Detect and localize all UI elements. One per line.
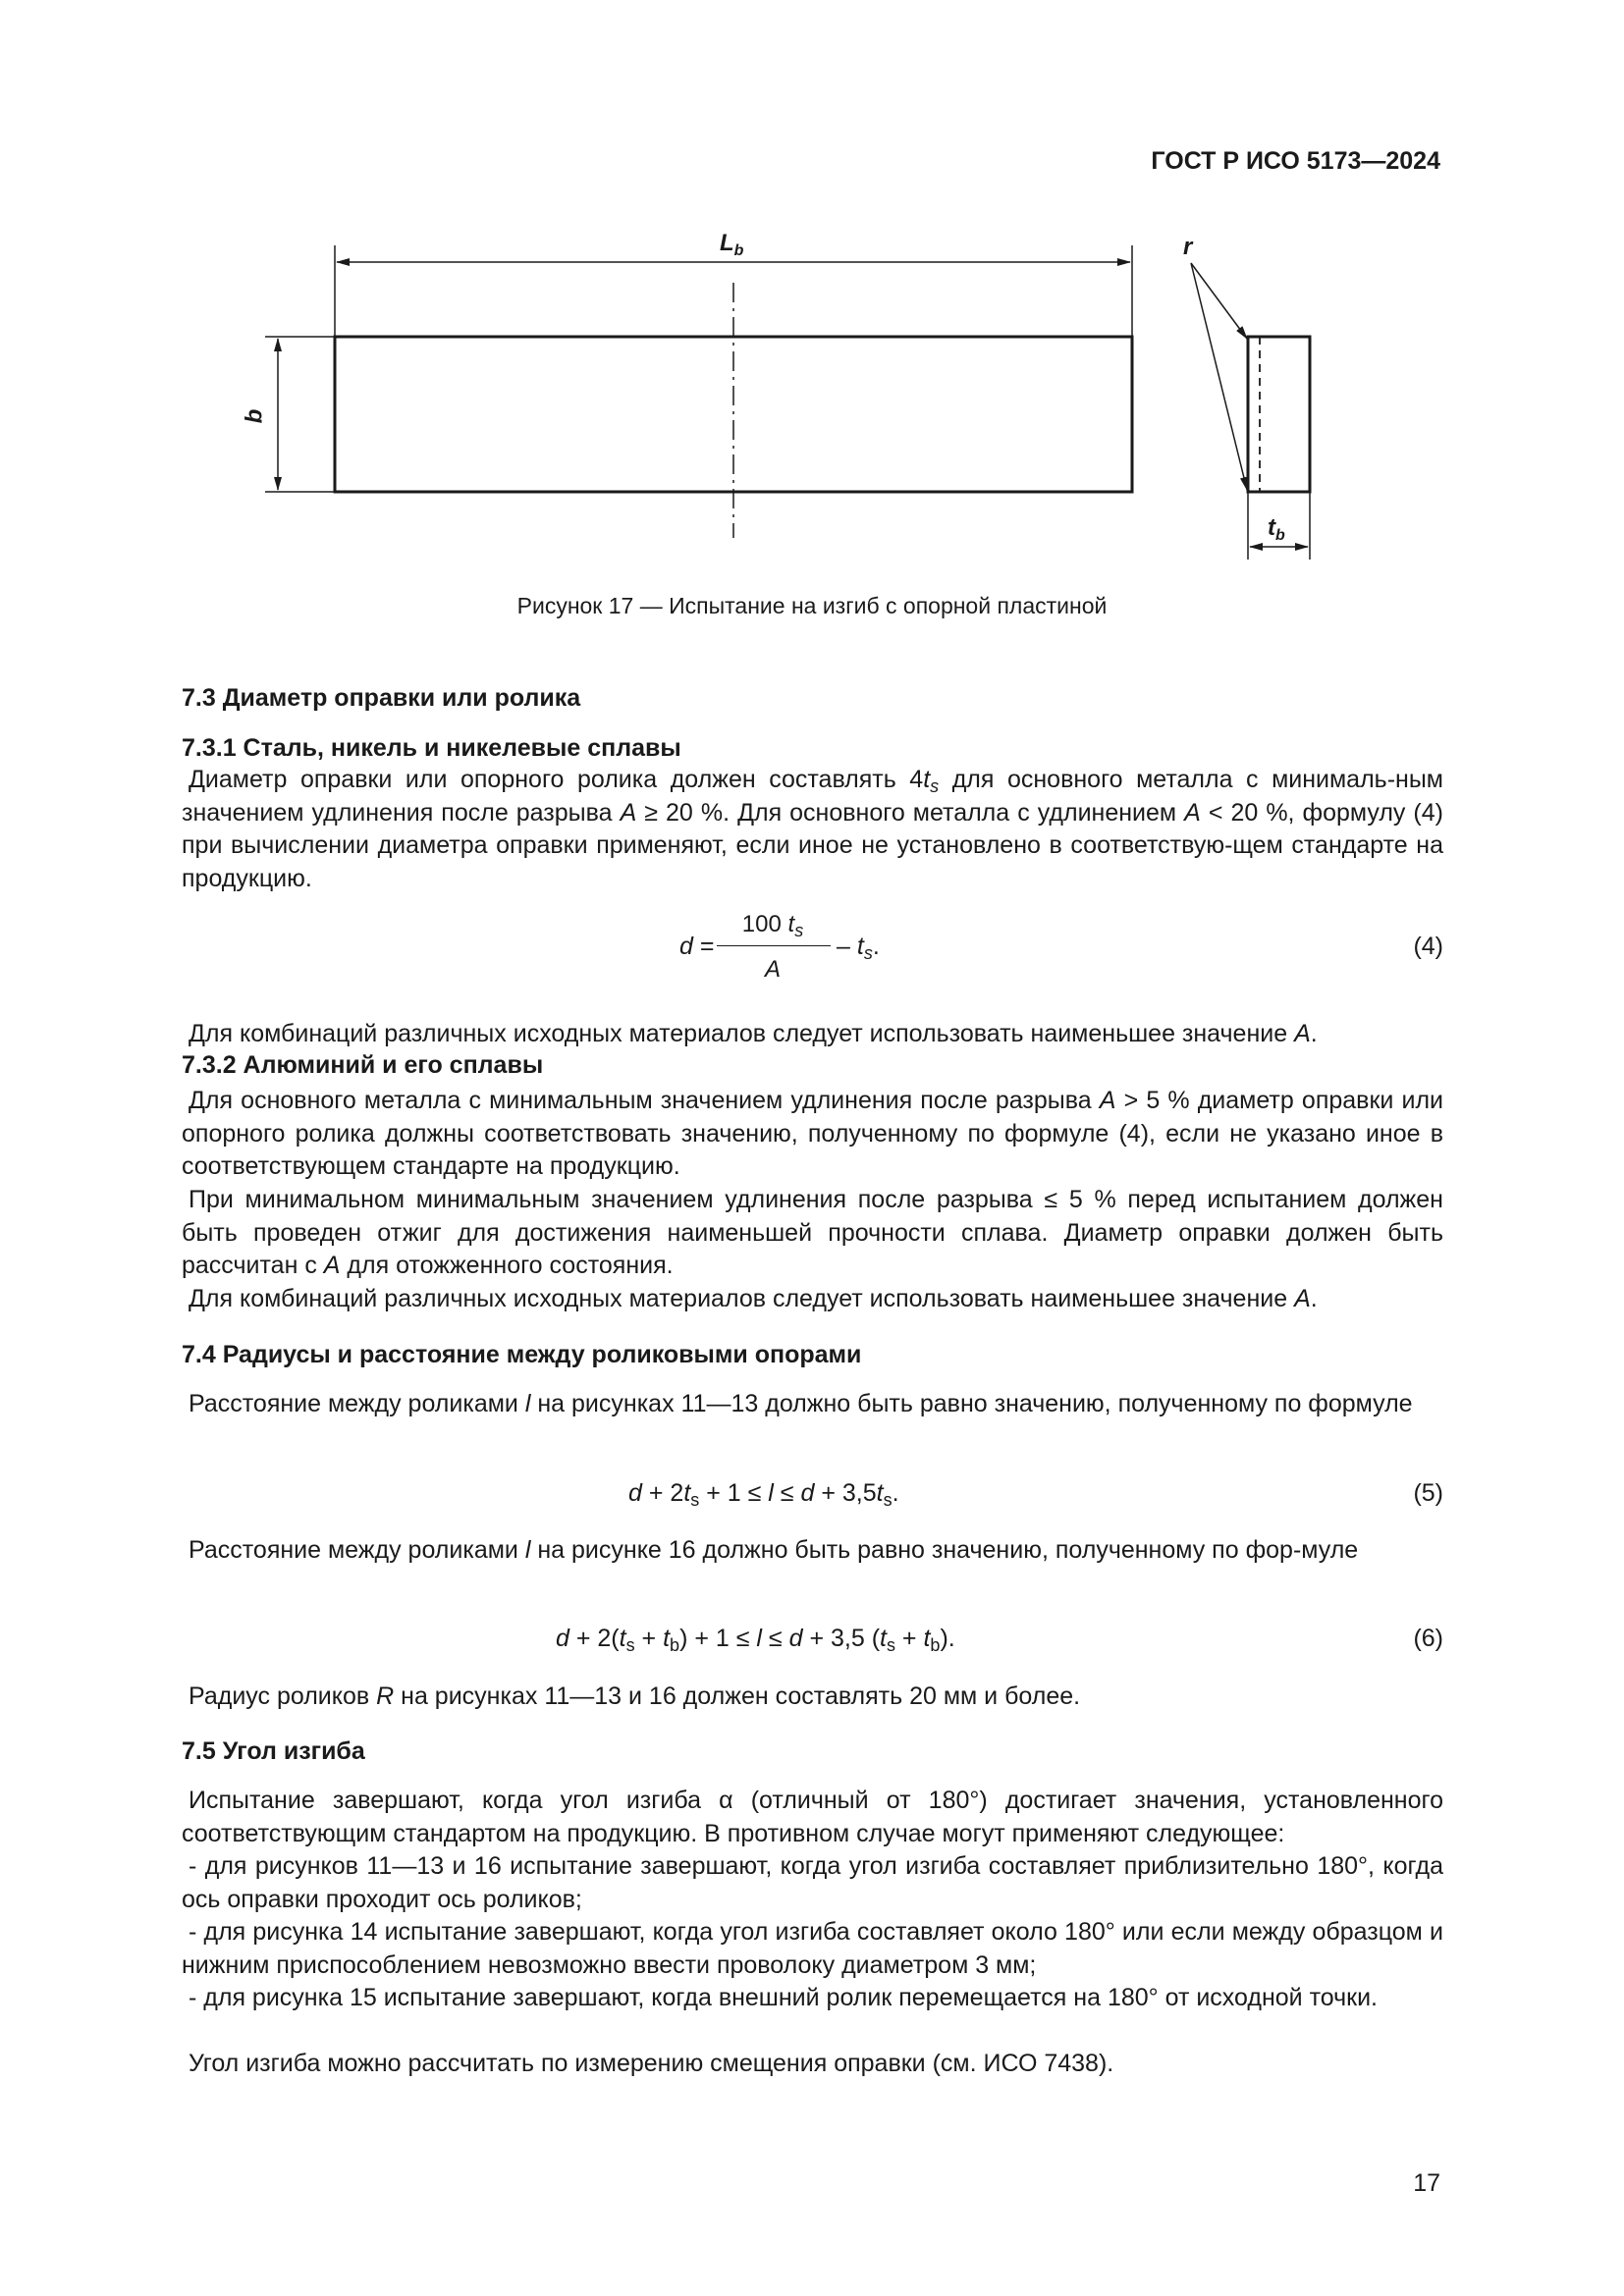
radius-label: r — [1183, 234, 1193, 260]
section-7-5-paragraph-2: Угол изгиба можно рассчитать по измерению смещения оправки (см. ИСО 7438). — [189, 2050, 1114, 2077]
section-7-5-list-item-1: - для рисунков 11—13 и 16 испытание завершают, когда угол изгиба составляет приблизительно 180°, когда ось оправки проходит ось роликов; — [182, 1852, 1443, 1913]
formula-5-number: (5) — [1413, 1479, 1443, 1507]
section-7-5-list-item-2: - для рисунка 14 испытание завершают, когда угол изгиба составляет около 180° или если между образцом и нижним приспособлением невозможно ввести проволоку диаметром 3 мм; — [182, 1918, 1443, 1979]
section-7-3-2-paragraph-2: При минимальном минимальным значением удлинения после разрыва ≤ 5 % перед испытанием должен быть проведен отжиг для достижения наименьшей прочности сплава. Диаметр оправки должен быть рассчитан с A для отожженного состояния. — [182, 1186, 1443, 1279]
figure-17-diagram — [0, 0, 1624, 589]
section-7-4-paragraph-1: Расстояние между роликами l на рисунках 11—13 должно быть равно значению, полученному по формуле — [189, 1390, 1413, 1417]
section-7-4-paragraph-2: Расстояние между роликами l на рисунке 16 должно быть равно значению, полученному по фор-муле — [189, 1536, 1359, 1564]
section-7-5-title: 7.5 Угол изгиба — [182, 1737, 365, 1765]
section-7-3-1-note: Для комбинаций различных исходных материалов следует использовать наименьшее значение A. — [189, 1020, 1318, 1047]
section-7-3-2-title: 7.3.2 Алюминий и его сплавы — [182, 1051, 544, 1079]
section-7-5-list-item-3: - для рисунка 15 испытание завершают, когда внешний ролик перемещается на 180° от исходной точки. — [189, 1984, 1378, 2011]
thickness-label: $t_b$ — [1268, 514, 1285, 544]
section-7-4-title: 7.4 Радиусы и расстояние между роликовыми опорами — [182, 1341, 862, 1368]
section-7-5-paragraph-1: Испытание завершают, когда угол изгиба α (отличный от 180°) достигает значения, установленного соответствующим стандартом на продукцию. В противном случае могут применяют следующее: — [182, 1787, 1443, 1847]
formula-6-number: (6) — [1413, 1625, 1443, 1652]
formula-4-number: (4) — [1413, 933, 1443, 960]
section-7-3-title: 7.3 Диаметр оправки или ролика — [182, 684, 581, 712]
page-number: 17 — [1413, 2169, 1440, 2197]
section-7-3-1-paragraph: Диаметр оправки или опорного ролика должен составлять $4t_s$ для основного металла с минималь-ным значением удлинения после разрыва A ≥ 20 %. Для основного металла с удлинением A < 20 %, формулу (4) при вычислении диаметра оправки применяют, если иное не установлено в соответствую-щем стандарте на продукцию. — [182, 766, 1443, 892]
section-7-3-2-paragraph-1: Для основного металла с минимальным значением удлинения после разрыва A > 5 % диаметр оправки или опорного ролика должны соответствовать значению, полученному по формуле (4), если не указано иное в соответствующем стандарте на продукцию. — [182, 1087, 1443, 1180]
radius-leader-top — [1191, 263, 1247, 339]
specimen-side-view — [1248, 337, 1310, 492]
section-7-3-2-paragraph-3: Для комбинаций различных исходных материалов следует использовать наименьшее значение A. — [189, 1285, 1318, 1312]
section-7-4-paragraph-3: Радиус роликов R на рисунках 11—13 и 16 должен составлять 20 мм и более. — [189, 1682, 1081, 1710]
document-id: ГОСТ Р ИСО 5173—2024 — [1151, 147, 1440, 175]
width-label: b — [241, 408, 268, 424]
figure-caption: Рисунок 17 — Испытание на изгиб с опорной пластиной — [516, 593, 1108, 618]
radius-leader-bottom — [1191, 263, 1247, 490]
length-label: $L_b$ — [720, 230, 744, 259]
section-7-3-1-title: 7.3.1 Сталь, никель и никелевые сплавы — [182, 734, 681, 762]
